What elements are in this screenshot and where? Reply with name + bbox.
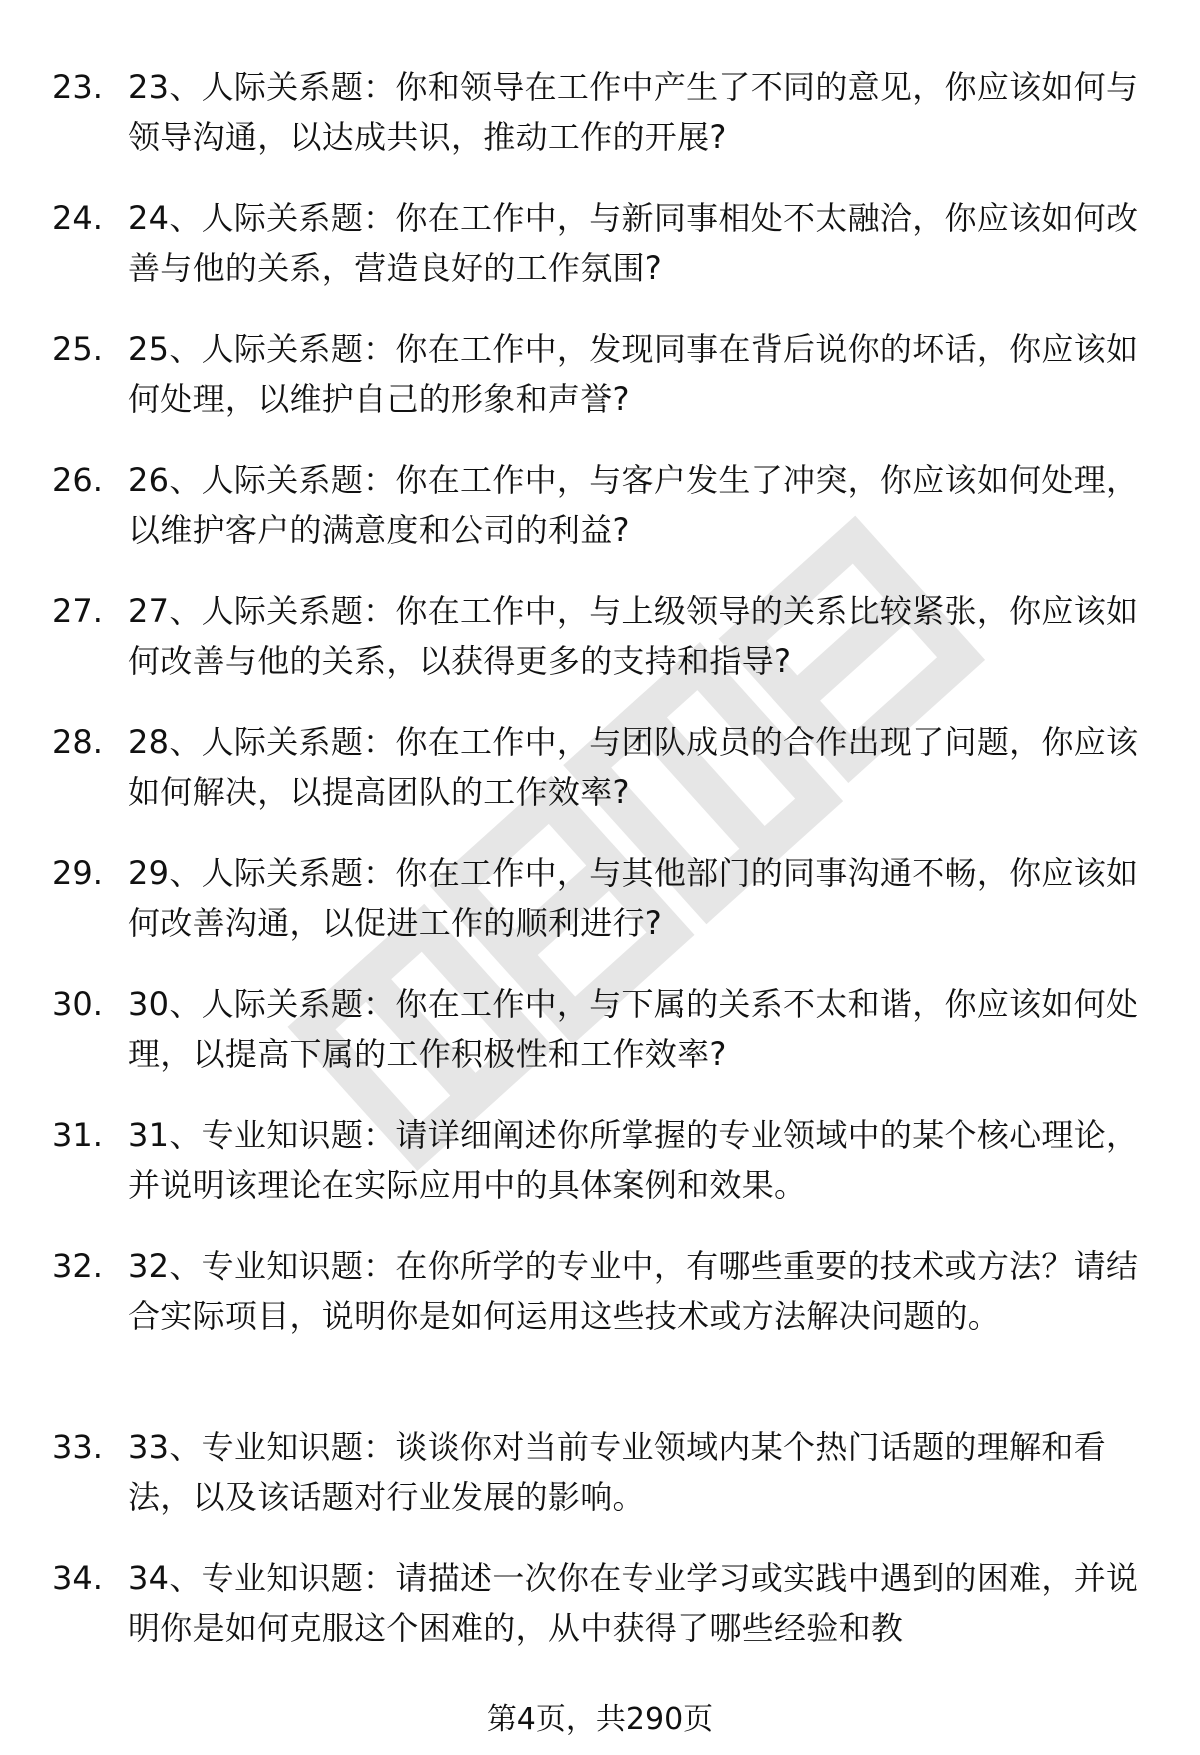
question-text: 23、人际关系题：你和领导在工作中产生了不同的意见，你应该如何与领导沟通，以达成共识，推动工作的开展? [128,68,1139,156]
list-item [0,848,1200,948]
question-text: 28、人际关系题：你在工作中，与团队成员的合作出现了问题，你应该如何解决，以提高团队的工作效率? [128,723,1139,811]
question-text: 29、人际关系题：你在工作中，与其他部门的同事沟通不畅，你应该如何改善沟通，以促进工作的顺利进行? [128,854,1139,942]
question-number: 27. [52,592,103,630]
list-item [0,1110,1200,1210]
question-number: 32. [52,1247,103,1285]
question-number: 33. [52,1428,103,1466]
list-item [0,1422,1200,1522]
question-text: 27、人际关系题：你在工作中，与上级领导的关系比较紧张，你应该如何改善与他的关系，以获得更多的支持和指导? [128,592,1139,680]
question-number: 23. [52,68,103,106]
question-number: 34. [52,1559,103,1597]
list-item [0,979,1200,1079]
page-number-footer: 第4页，共290页 [486,1702,714,1737]
question-text: 33、专业知识题：谈谈你对当前专业领域内某个热门话题的理解和看法，以及该话题对行业发展的影响。 [128,1428,1107,1516]
list-item [0,1241,1200,1391]
question-text: 31、专业知识题：请详细阐述你所掌握的专业领域中的某个核心理论，并说明该理论在实际应用中的具体案例和效果。 [128,1116,1139,1204]
list-item [0,1553,1200,1653]
question-text: 34、专业知识题：请描述一次你在专业学习或实践中遇到的困难，并说明你是如何克服这个困难的，从中获得了哪些经验和教 [128,1559,1139,1647]
question-number: 30. [52,985,103,1023]
question-text: 26、人际关系题：你在工作中，与客户发生了冲突，你应该如何处理，以维护客户的满意度和公司的利益? [128,461,1139,549]
list-item [0,455,1200,555]
list-item [0,717,1200,817]
question-number: 28. [52,723,103,761]
question-text: 24、人际关系题：你在工作中，与新同事相处不太融洽，你应该如何改善与他的关系，营造良好的工作氛围? [128,199,1139,287]
question-text: 30、人际关系题：你在工作中，与下属的关系不太和谐，你应该如何处理，以提高下属的工作积极性和工作效率? [128,985,1139,1073]
question-number: 24. [52,199,103,237]
list-item [0,324,1200,424]
list-item [0,193,1200,293]
question-number: 26. [52,461,103,499]
question-list [0,62,1200,1684]
question-text: 32、专业知识题：在你所学的专业中，有哪些重要的技术或方法？请结合实际项目，说明你是如何运用这些技术或方法解决问题的。 [128,1247,1139,1335]
list-item [0,586,1200,686]
question-number: 25. [52,330,103,368]
question-text: 25、人际关系题：你在工作中，发现同事在背后说你的坏话，你应该如何处理，以维护自己的形象和声誉? [128,330,1139,418]
question-number: 29. [52,854,103,892]
list-item [0,62,1200,162]
question-number: 31. [52,1116,103,1154]
